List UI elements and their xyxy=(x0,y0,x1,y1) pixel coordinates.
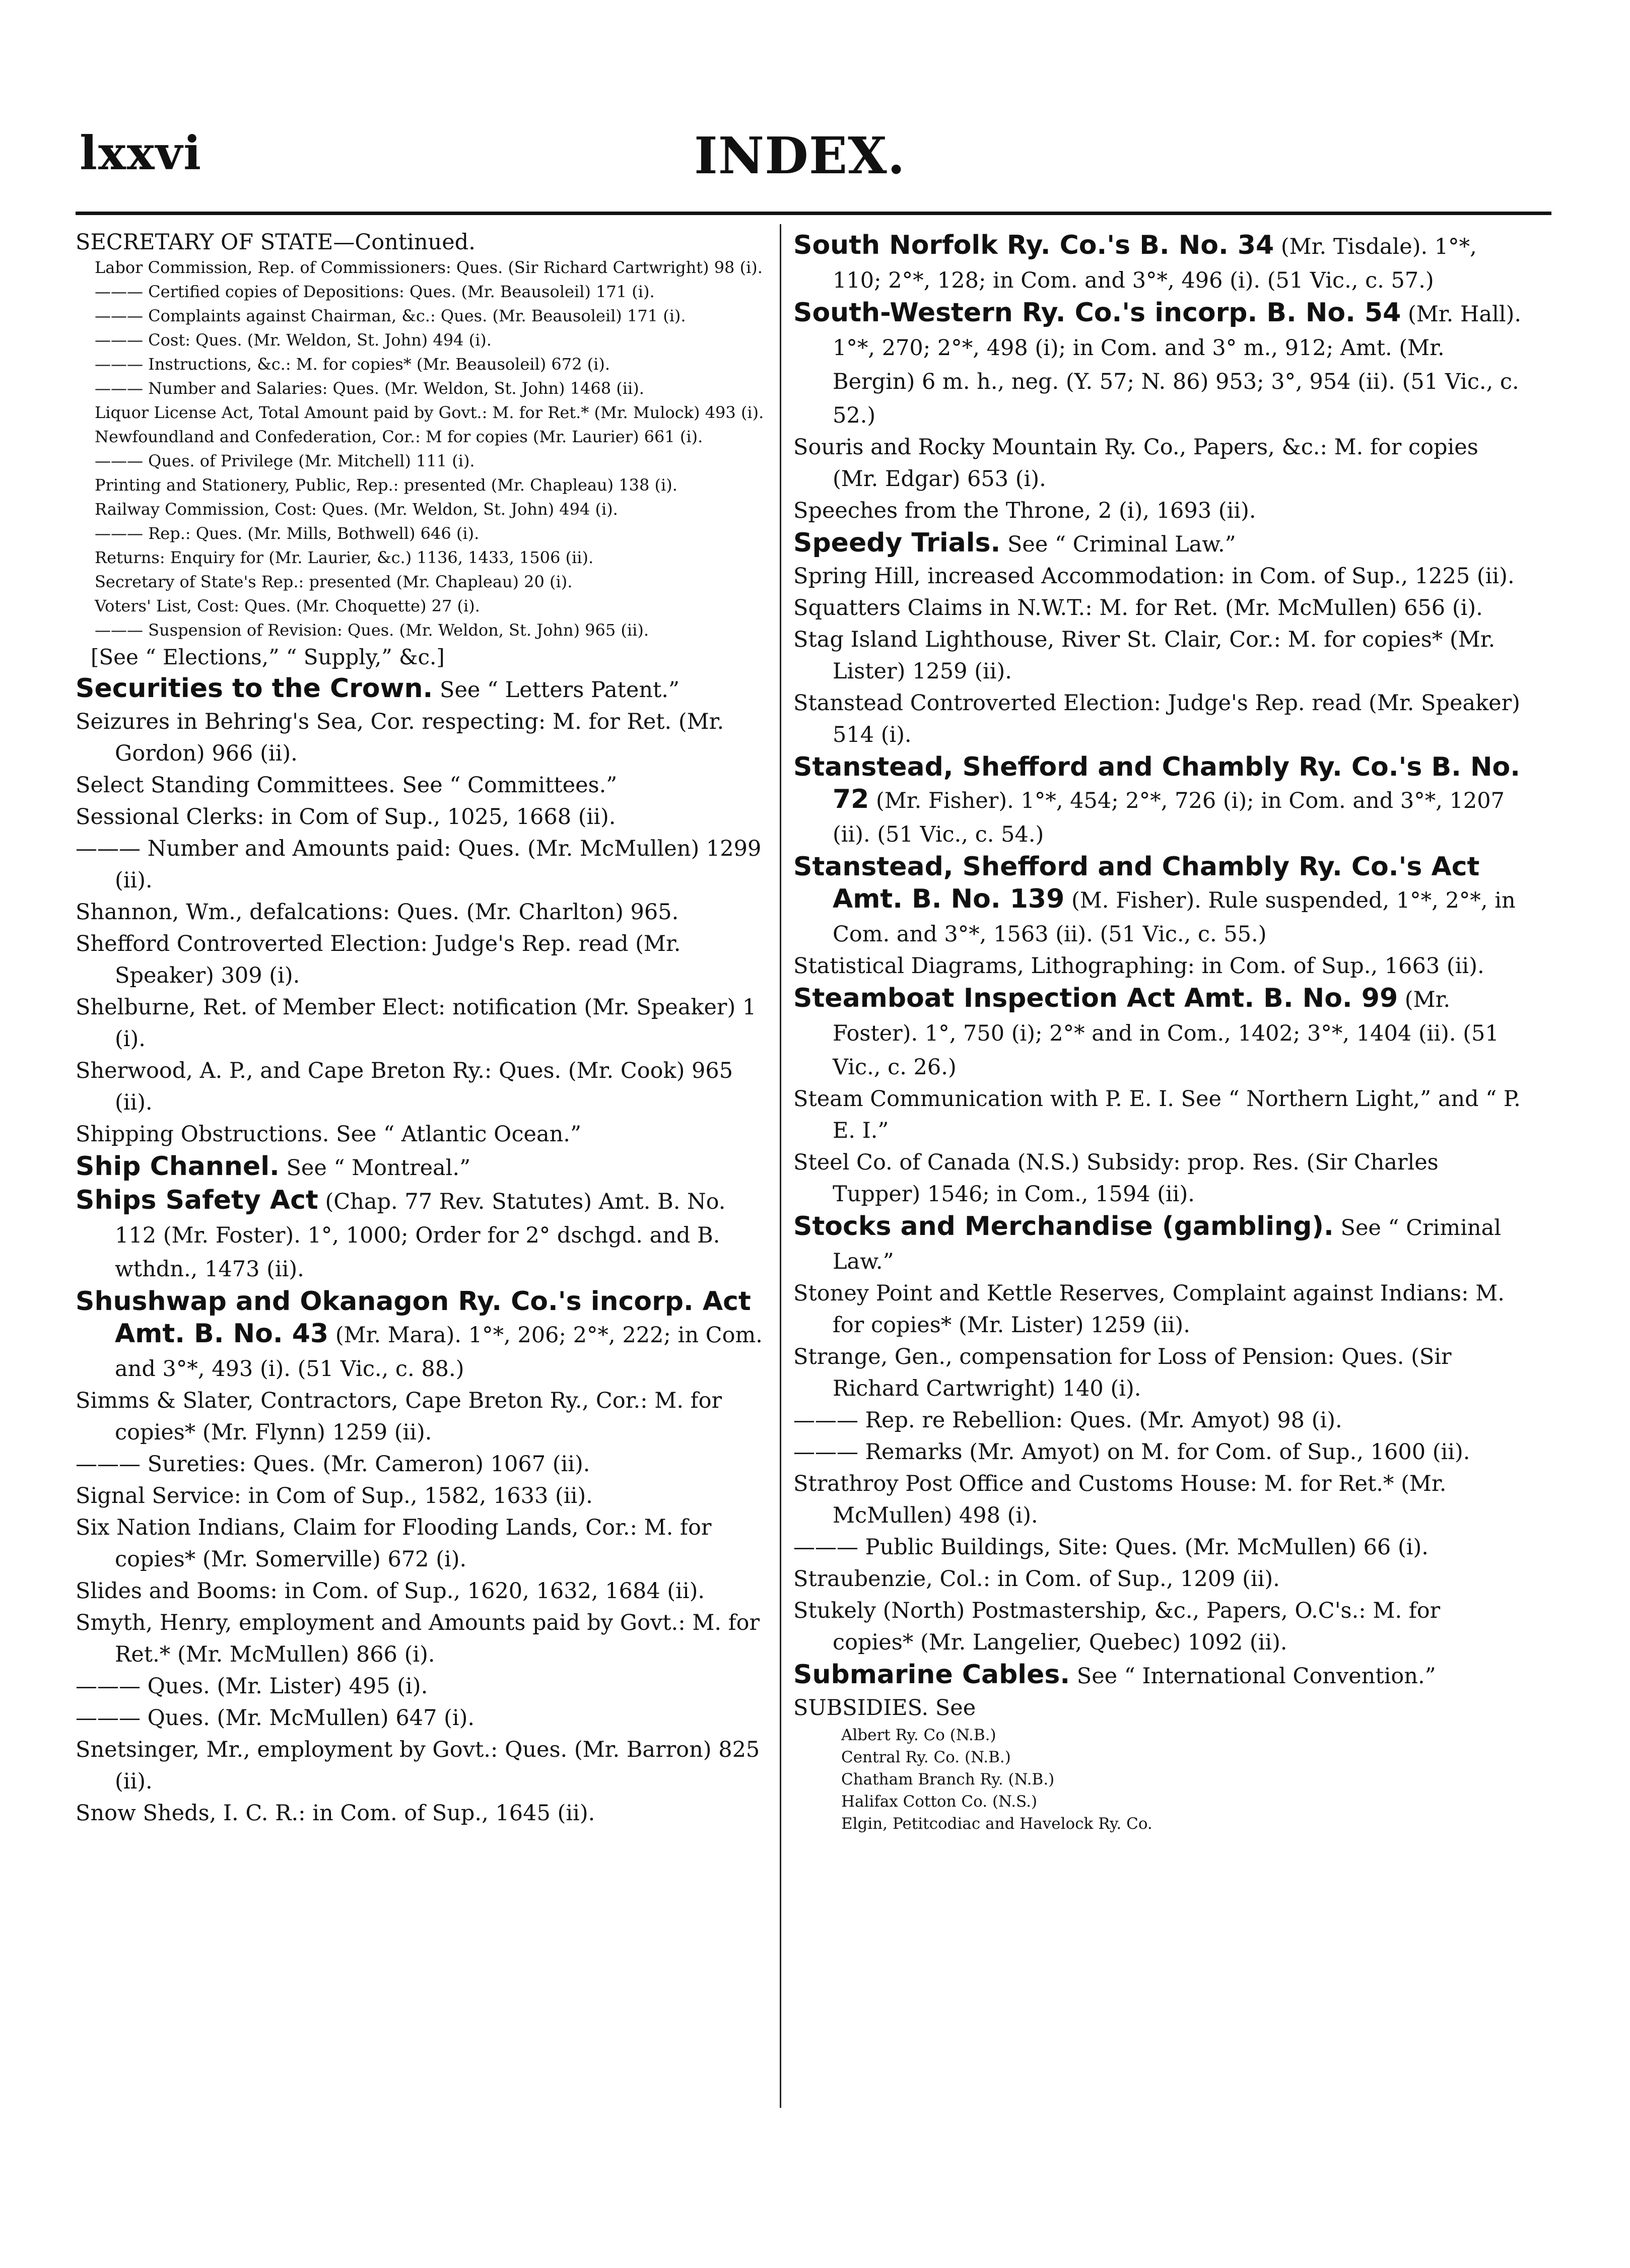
index-entry: Returns: Enquiry for (Mr. Laurier, &c.) 1136, 1433, 1506 (ii). xyxy=(95,548,594,567)
index-entry xyxy=(793,751,1526,851)
index-entry: ——— Complaints against Chairman, &c.: Ques. (Mr. Beausoleil) 171 (i). xyxy=(95,306,686,325)
index-entry: Liquor License Act, Total Amount paid by Govt.: M. for Ret.* (Mr. Mulock) 493 (i). xyxy=(95,403,764,422)
index-entry: Speeches from the Throne, 2 (i), 1693 (ii). xyxy=(793,498,1256,523)
index-entry: ——— Remarks (Mr. Amyot) on M. for Com. of Sup., 1600 (ii). xyxy=(793,1439,1470,1465)
index-entry: Squatters Claims in N.W.T.: M. for Ret. (Mr. McMullen) 656 (i). xyxy=(793,595,1483,621)
index-entry: Snetsinger, Mr., employment by Govt.: Ques. (Mr. Barron) 825 (ii). xyxy=(76,1737,760,1794)
index-entry: Albert Ry. Co (N.B.) xyxy=(841,1726,996,1744)
index-entry: ——— Sureties: Ques. (Mr. Cameron) 1067 (ii). xyxy=(76,1452,590,1477)
entry-lead: Ship Channel. xyxy=(76,1151,280,1182)
index-entry: Central Ry. Co. (N.B.) xyxy=(841,1748,1011,1766)
index-entry: Stukely (North) Postmastership, &c., Papers, O.C's.: M. for copies* (Mr. Langelier, Quebec) 1092 (ii). xyxy=(793,1598,1441,1655)
index-entry: ——— Number and Salaries: Ques. (Mr. Weldon, St. John) 1468 (ii). xyxy=(95,379,644,398)
entry-lead: Stanstead, Shefford and Chambly Ry. Co.'s B. No. 72 xyxy=(793,752,1520,814)
index-entry: Shelburne, Ret. of Member Elect: notification (Mr. Speaker) 1 (i). xyxy=(76,995,757,1052)
index-entry: ——— Ques. (Mr. Lister) 495 (i). xyxy=(76,1674,428,1699)
page-title: INDEX. xyxy=(694,126,906,185)
index-entry: Sherwood, A. P., and Cape Breton Ry.: Ques. (Mr. Cook) 965 (ii). xyxy=(76,1058,733,1115)
index-entry: Strathroy Post Office and Customs House: M. for Ret.* (Mr. McMullen) 498 (i). xyxy=(793,1471,1447,1528)
index-entry: ——— Rep.: Ques. (Mr. Mills, Bothwell) 646 (i). xyxy=(95,524,480,543)
index-entry: Newfoundland and Confederation, Cor.: M for copies (Mr. Laurier) 661 (i). xyxy=(95,427,703,446)
entry-lead: Securities to the Crown. xyxy=(76,673,433,704)
index-entry: Seizures in Behring's Sea, Cor. respecting: M. for Ret. (Mr. Gordon) 966 (ii). xyxy=(76,709,724,766)
entry-lead: Speedy Trials. xyxy=(793,528,1001,558)
index-entry: Secretary of State's Rep.: presented (Mr. Chapleau) 20 (i). xyxy=(95,572,573,591)
index-entry: Stoney Point and Kettle Reserves, Complaint against Indians: M. for copies* (Mr. Lister) 1259 (ii). xyxy=(793,1281,1505,1338)
index-entry xyxy=(76,1150,771,1184)
left-column xyxy=(76,229,771,1829)
index-entry: ——— Public Buildings, Site: Ques. (Mr. McMullen) 66 (i). xyxy=(793,1535,1429,1560)
index-entry: Strange, Gen., compensation for Loss of Pension: Ques. (Sir Richard Cartwright) 140 (i). xyxy=(793,1344,1452,1401)
index-entry: ——— Rep. re Rebellion: Ques. (Mr. Amyot) 98 (i). xyxy=(793,1408,1342,1433)
index-entry: Shipping Obstructions. See “ Atlantic Ocean.” xyxy=(76,1122,581,1147)
index-entry: Printing and Stationery, Public, Rep.: presented (Mr. Chapleau) 138 (i). xyxy=(95,475,677,495)
entry-rest: See “ Montreal.” xyxy=(279,1155,471,1181)
index-entry xyxy=(76,672,771,706)
index-entry xyxy=(76,1184,771,1285)
index-entry: Smyth, Henry, employment and Amounts paid by Govt.: M. for Ret.* (Mr. McMullen) 866 (i). xyxy=(76,1610,760,1667)
index-entry xyxy=(793,1210,1526,1278)
entry-lead: Stanstead, Shefford and Chambly Ry. Co.'s Act Amt. B. No. 139 xyxy=(793,852,1480,914)
index-entry: SUBSIDIES. See xyxy=(793,1695,976,1721)
entry-rest: (Mr. Mara). 1°*, 206; 2°*, 222; in Com. and 3°*, 493 (i). (51 Vic., c. 88.) xyxy=(115,1323,763,1382)
entry-rest: See “ Criminal Law.” xyxy=(1000,532,1236,557)
index-entry: ——— Ques. of Privilege (Mr. Mitchell) 111 (i). xyxy=(95,451,475,470)
index-entry: Spring Hill, increased Accommodation: in Com. of Sup., 1225 (ii). xyxy=(793,564,1515,589)
entry-rest: (Mr. Fisher). 1°*, 454; 2°*, 726 (i); in Com. and 3°*, 1207 (ii). (51 Vic., c. 54.) xyxy=(833,788,1505,847)
index-entry xyxy=(793,297,1526,432)
index-entry: [See “ Elections,” “ Supply,” &c.] xyxy=(91,645,445,669)
index-entry: Shannon, Wm., defalcations: Ques. (Mr. Charlton) 965. xyxy=(76,900,679,925)
index-entry: Railway Commission, Cost: Ques. (Mr. Weldon, St. John) 494 (i). xyxy=(95,500,618,519)
entry-rest: See “ Letters Patent.” xyxy=(433,677,680,703)
index-entry xyxy=(793,851,1526,950)
entry-lead: South-Western Ry. Co.'s incorp. B. No. 54 xyxy=(793,298,1401,328)
index-entry: ——— Number and Amounts paid: Ques. (Mr. McMullen) 1299 (ii). xyxy=(76,836,762,893)
entry-lead: Stocks and Merchandise (gambling). xyxy=(793,1211,1334,1242)
entry-rest: (Chap. 77 Rev. Statutes) Amt. B. No. 112 (Mr. Foster). 1°, 1000; Order for 2° dschgd. and B. wthdn., 1473 (ii). xyxy=(115,1189,726,1282)
entry-lead: Submarine Cables. xyxy=(793,1660,1070,1690)
entry-lead: Ships Safety Act xyxy=(76,1185,318,1215)
entry-lead: Steamboat Inspection Act Amt. B. No. 99 xyxy=(793,983,1398,1013)
index-entry: Steel Co. of Canada (N.S.) Subsidy: prop. Res. (Sir Charles Tupper) 1546; in Com., 1594 (ii). xyxy=(793,1150,1439,1207)
index-entry: Souris and Rocky Mountain Ry. Co., Papers, &c.: M. for copies (Mr. Edgar) 653 (i). xyxy=(793,435,1478,492)
index-entry xyxy=(76,1285,771,1385)
index-entry: Halifax Cotton Co. (N.S.) xyxy=(841,1793,1038,1811)
entry-lead: Shushwap and Okanagon Ry. Co.'s incorp. Act Amt. B. No. 43 xyxy=(76,1286,751,1349)
index-entry: Chatham Branch Ry. (N.B.) xyxy=(841,1770,1055,1789)
index-entry: Signal Service: in Com of Sup., 1582, 1633 (ii). xyxy=(76,1483,593,1508)
index-entry: Steam Communication with P. E. I. See “ Northern Light,” and “ P. E. I.” xyxy=(793,1086,1521,1143)
entry-rest: (Mr. Foster). 1°, 750 (i); 2°* and in Com., 1402; 3°*, 1404 (ii). (51 Vic., c. 26.) xyxy=(833,987,1499,1080)
index-entry: Straubenzie, Col.: in Com. of Sup., 1209 (ii). xyxy=(793,1566,1280,1592)
index-entry: ——— Certified copies of Depositions: Ques. (Mr. Beausoleil) 171 (i). xyxy=(95,282,655,301)
page-number: lxxvi xyxy=(80,126,202,180)
header-rule xyxy=(76,212,1551,215)
index-entry: Elgin, Petitcodiac and Havelock Ry. Co. xyxy=(841,1815,1152,1833)
index-entry: ——— Cost: Ques. (Mr. Weldon, St. John) 494 (i). xyxy=(95,330,492,350)
index-entry xyxy=(793,527,1526,561)
index-entry: ——— Ques. (Mr. McMullen) 647 (i). xyxy=(76,1705,475,1731)
entry-rest: See “ Criminal Law.” xyxy=(833,1215,1501,1274)
index-entry xyxy=(793,229,1526,297)
index-entry: Six Nation Indians, Claim for Flooding Lands, Cor.: M. for copies* (Mr. Somerville) 672 (i). xyxy=(76,1515,712,1572)
column-divider xyxy=(780,224,781,2108)
index-entry: Sessional Clerks: in Com of Sup., 1025, 1668 (ii). xyxy=(76,804,616,830)
index-entry: ——— Suspension of Revision: Ques. (Mr. Weldon, St. John) 965 (ii). xyxy=(95,621,649,640)
right-column xyxy=(793,229,1526,1835)
index-entry: Statistical Diagrams, Lithographing: in Com. of Sup., 1663 (ii). xyxy=(793,953,1484,979)
index-entry: Simms & Slater, Contractors, Cape Breton Ry., Cor.: M. for copies* (Mr. Flynn) 1259 (ii). xyxy=(76,1388,722,1445)
index-entry: Shefford Controverted Election: Judge's Rep. read (Mr. Speaker) 309 (i). xyxy=(76,931,681,988)
index-entry xyxy=(793,1659,1526,1692)
entry-lead: South Norfolk Ry. Co.'s B. No. 34 xyxy=(793,230,1274,260)
index-entry: SECRETARY OF STATE—Continued. xyxy=(76,230,476,255)
entry-rest: (M. Fisher). Rule suspended, 1°*, 2°*, in Com. and 3°*, 1563 (ii). (51 Vic., c. 55.) xyxy=(833,888,1516,947)
index-entry: Stag Island Lighthouse, River St. Clair, Cor.: M. for copies* (Mr. Lister) 1259 (ii). xyxy=(793,627,1496,684)
index-entry: Snow Sheds, I. C. R.: in Com. of Sup., 1645 (ii). xyxy=(76,1801,595,1826)
index-entry: Labor Commission, Rep. of Commissioners: Ques. (Sir Richard Cartwright) 98 (i). xyxy=(95,258,763,277)
index-entry xyxy=(793,982,1526,1083)
entry-rest: (Mr. Tisdale). 1°*, 110; 2°*, 128; in Com. and 3°*, 496 (i). (51 Vic., c. 57.) xyxy=(833,234,1477,293)
entry-rest: (Mr. Hall). 1°*, 270; 2°*, 498 (i); in Com. and 3° m., 912; Amt. (Mr. Bergin) 6 m. h., neg. (Y. 57; N. 86) 953; 3°, 954 (ii). (51 Vic., c. 52.) xyxy=(833,302,1522,428)
index-entry: Select Standing Committees. See “ Committees.” xyxy=(76,773,618,798)
index-entry: Slides and Booms: in Com. of Sup., 1620, 1632, 1684 (ii). xyxy=(76,1578,705,1604)
index-entry: Stanstead Controverted Election: Judge's Rep. read (Mr. Speaker) 514 (i). xyxy=(793,691,1520,747)
index-entry: Voters' List, Cost: Ques. (Mr. Choquette) 27 (i). xyxy=(95,596,480,615)
index-entry: ——— Instructions, &c.: M. for copies* (Mr. Beausoleil) 672 (i). xyxy=(95,355,610,374)
entry-rest: See “ International Convention.” xyxy=(1070,1664,1436,1689)
